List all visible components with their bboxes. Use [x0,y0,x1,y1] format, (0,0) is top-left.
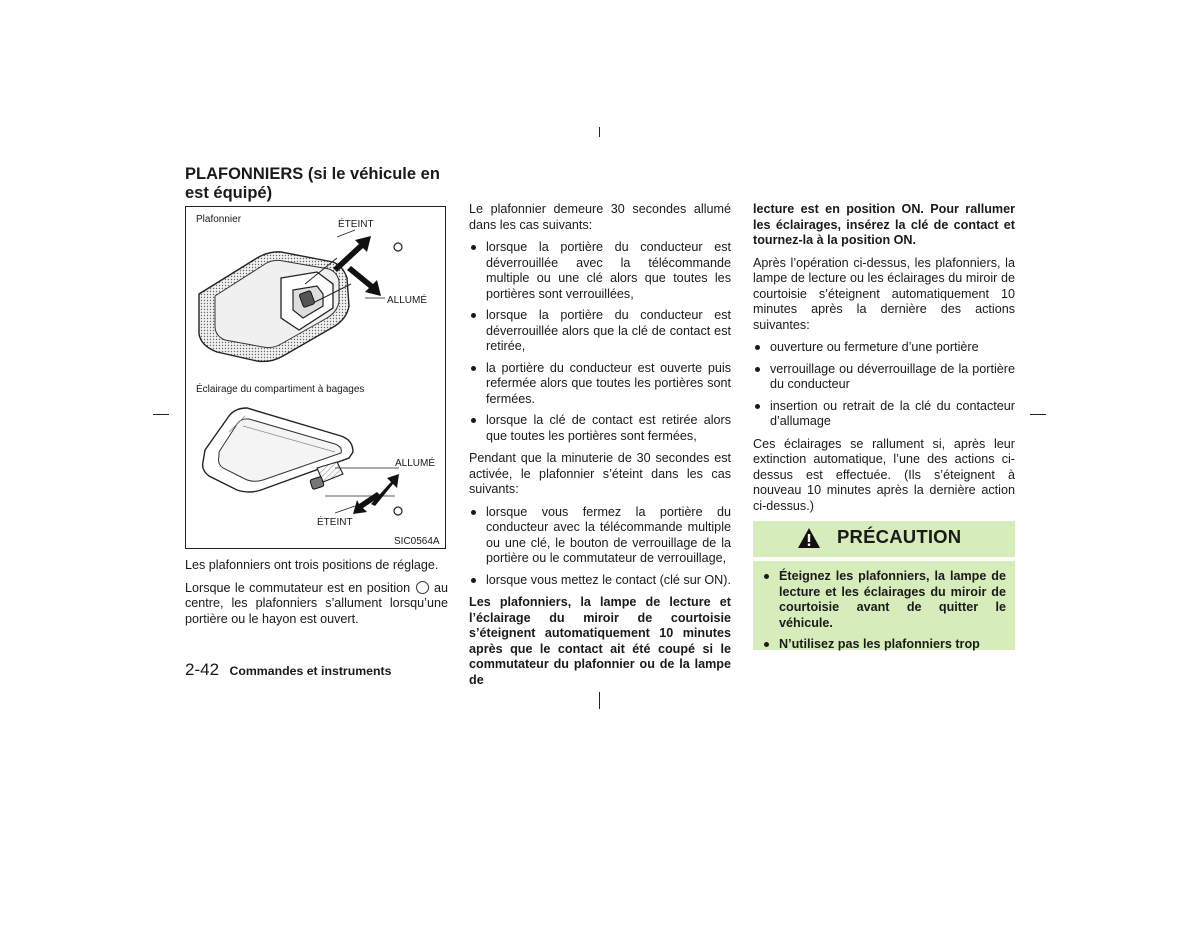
column-1 [185,558,448,634]
col1-paragraph-2 [185,581,448,628]
list-item: lorsque vous mettez le contact (clé sur ON). [469,573,731,589]
column-3 [753,202,1015,650]
list-item: ouverture ou fermeture d’une portière [753,340,1015,356]
page-number: 2-42 [185,660,220,679]
figure-label-plafonnier: Plafonnier [196,214,242,225]
figure-label-luggage: Éclairage du compartiment à bagages [196,384,365,395]
figure-label-off-top: ÉTEINT [338,219,374,230]
col1-paragraph-1: Les plafonniers ont trois positions de réglage. [185,558,439,572]
col2-bold-paragraph: Les plafonniers, la lampe de lecture et l’éclairage du miroir de courtoisie s’éteignent automatiquement 10 minutes après que le contact ait été coupé si le commutateur du plafonnier ou de la lampe de [469,595,731,687]
page-title: PLAFONNIERS (si le véhicule en est équipé) [185,165,440,202]
col3-bold-continuation: lecture est en position ON. Pour rallumer les éclairages, insérez la clé de contact et tournez-la à la position ON. [753,202,1015,247]
caution-item: Éteignez les plafonniers, la lampe de lecture et les éclairages du miroir de courtoisie avant de quitter le véhicule. [762,569,1006,631]
lamp-illustration [185,206,446,549]
position-circle-icon [416,581,429,594]
list-item: lorsque la clé de contact est retirée alors que toutes les portières sont fermées, [469,413,731,444]
col3-paragraph-2: Ces éclairages se rallument si, après leur extinction automatique, l’une des actions ci-dessus est effectuée. (Ils s’éteignent à nouveau 10 minutes après la dernière action ci-dessus.) [753,436,1015,513]
list-item: insertion ou retrait de la clé du contacteur d’allumage [753,399,1015,430]
page-footer [185,660,391,680]
col3-paragraph-1: Après l’opération ci-dessus, les plafonniers, la lampe de lecture ou les éclairages du miroir de courtoisie s’éteignent automatiquement 10 minutes après la dernière des actions suivantes: [753,255,1015,332]
section-name: Commandes et instruments [229,664,392,678]
column-2 [469,202,731,695]
figure-label-on-top: ALLUMÉ [387,295,428,306]
caution-title: PRÉCAUTION [837,526,962,547]
figure-ceiling-lamp [185,206,446,549]
caution-list [762,569,1006,653]
caution-header [753,521,1015,557]
caution-body [753,561,1015,650]
col2-list-2 [469,505,731,589]
crop-mark-left [153,414,169,415]
crop-mark-right [1030,414,1046,415]
col2-intro: Le plafonnier demeure 30 secondes allumé dans les cas suivants: [469,202,731,232]
list-item: verrouillage ou déverrouillage de la portière du conducteur [753,362,1015,393]
list-item: lorsque vous fermez la portière du conducteur avec la télécommande multiple ou une clé, le bouton de verrouillage de la portière ou le commutateur de verrouillage, [469,505,731,567]
list-item: lorsque la portière du conducteur est déverrouillée alors que la clé de contact est retirée, [469,308,731,355]
crop-mark-top [599,127,600,137]
col1-p2-start: Lorsque le commutateur est en position [185,580,411,595]
caution-item: N’utilisez pas les plafonniers trop [762,637,1006,653]
col2-list-1 [469,240,731,444]
figure-label-off-bottom: ÉTEINT [317,517,353,528]
warning-icon [797,527,821,549]
col3-list [753,340,1015,430]
list-item: lorsque la portière du conducteur est déverrouillée avec la télécommande multiple ou une clé alors que toutes les portières sont verrouillées, [469,240,731,302]
col1-p2-end: au centre, les plafonniers s’allument lorsqu’une portière ou le hayon est ouvert. [185,580,449,626]
figure-label-on-bottom: ALLUMÉ [395,458,436,469]
figure-code: SIC0564A [394,536,440,547]
col2-paragraph-2: Pendant que la minuterie de 30 secondes est activée, le plafonnier s’éteint dans les cas suivants: [469,451,731,496]
list-item: la portière du conducteur est ouverte puis refermée alors que toutes les portières sont fermées. [469,361,731,408]
